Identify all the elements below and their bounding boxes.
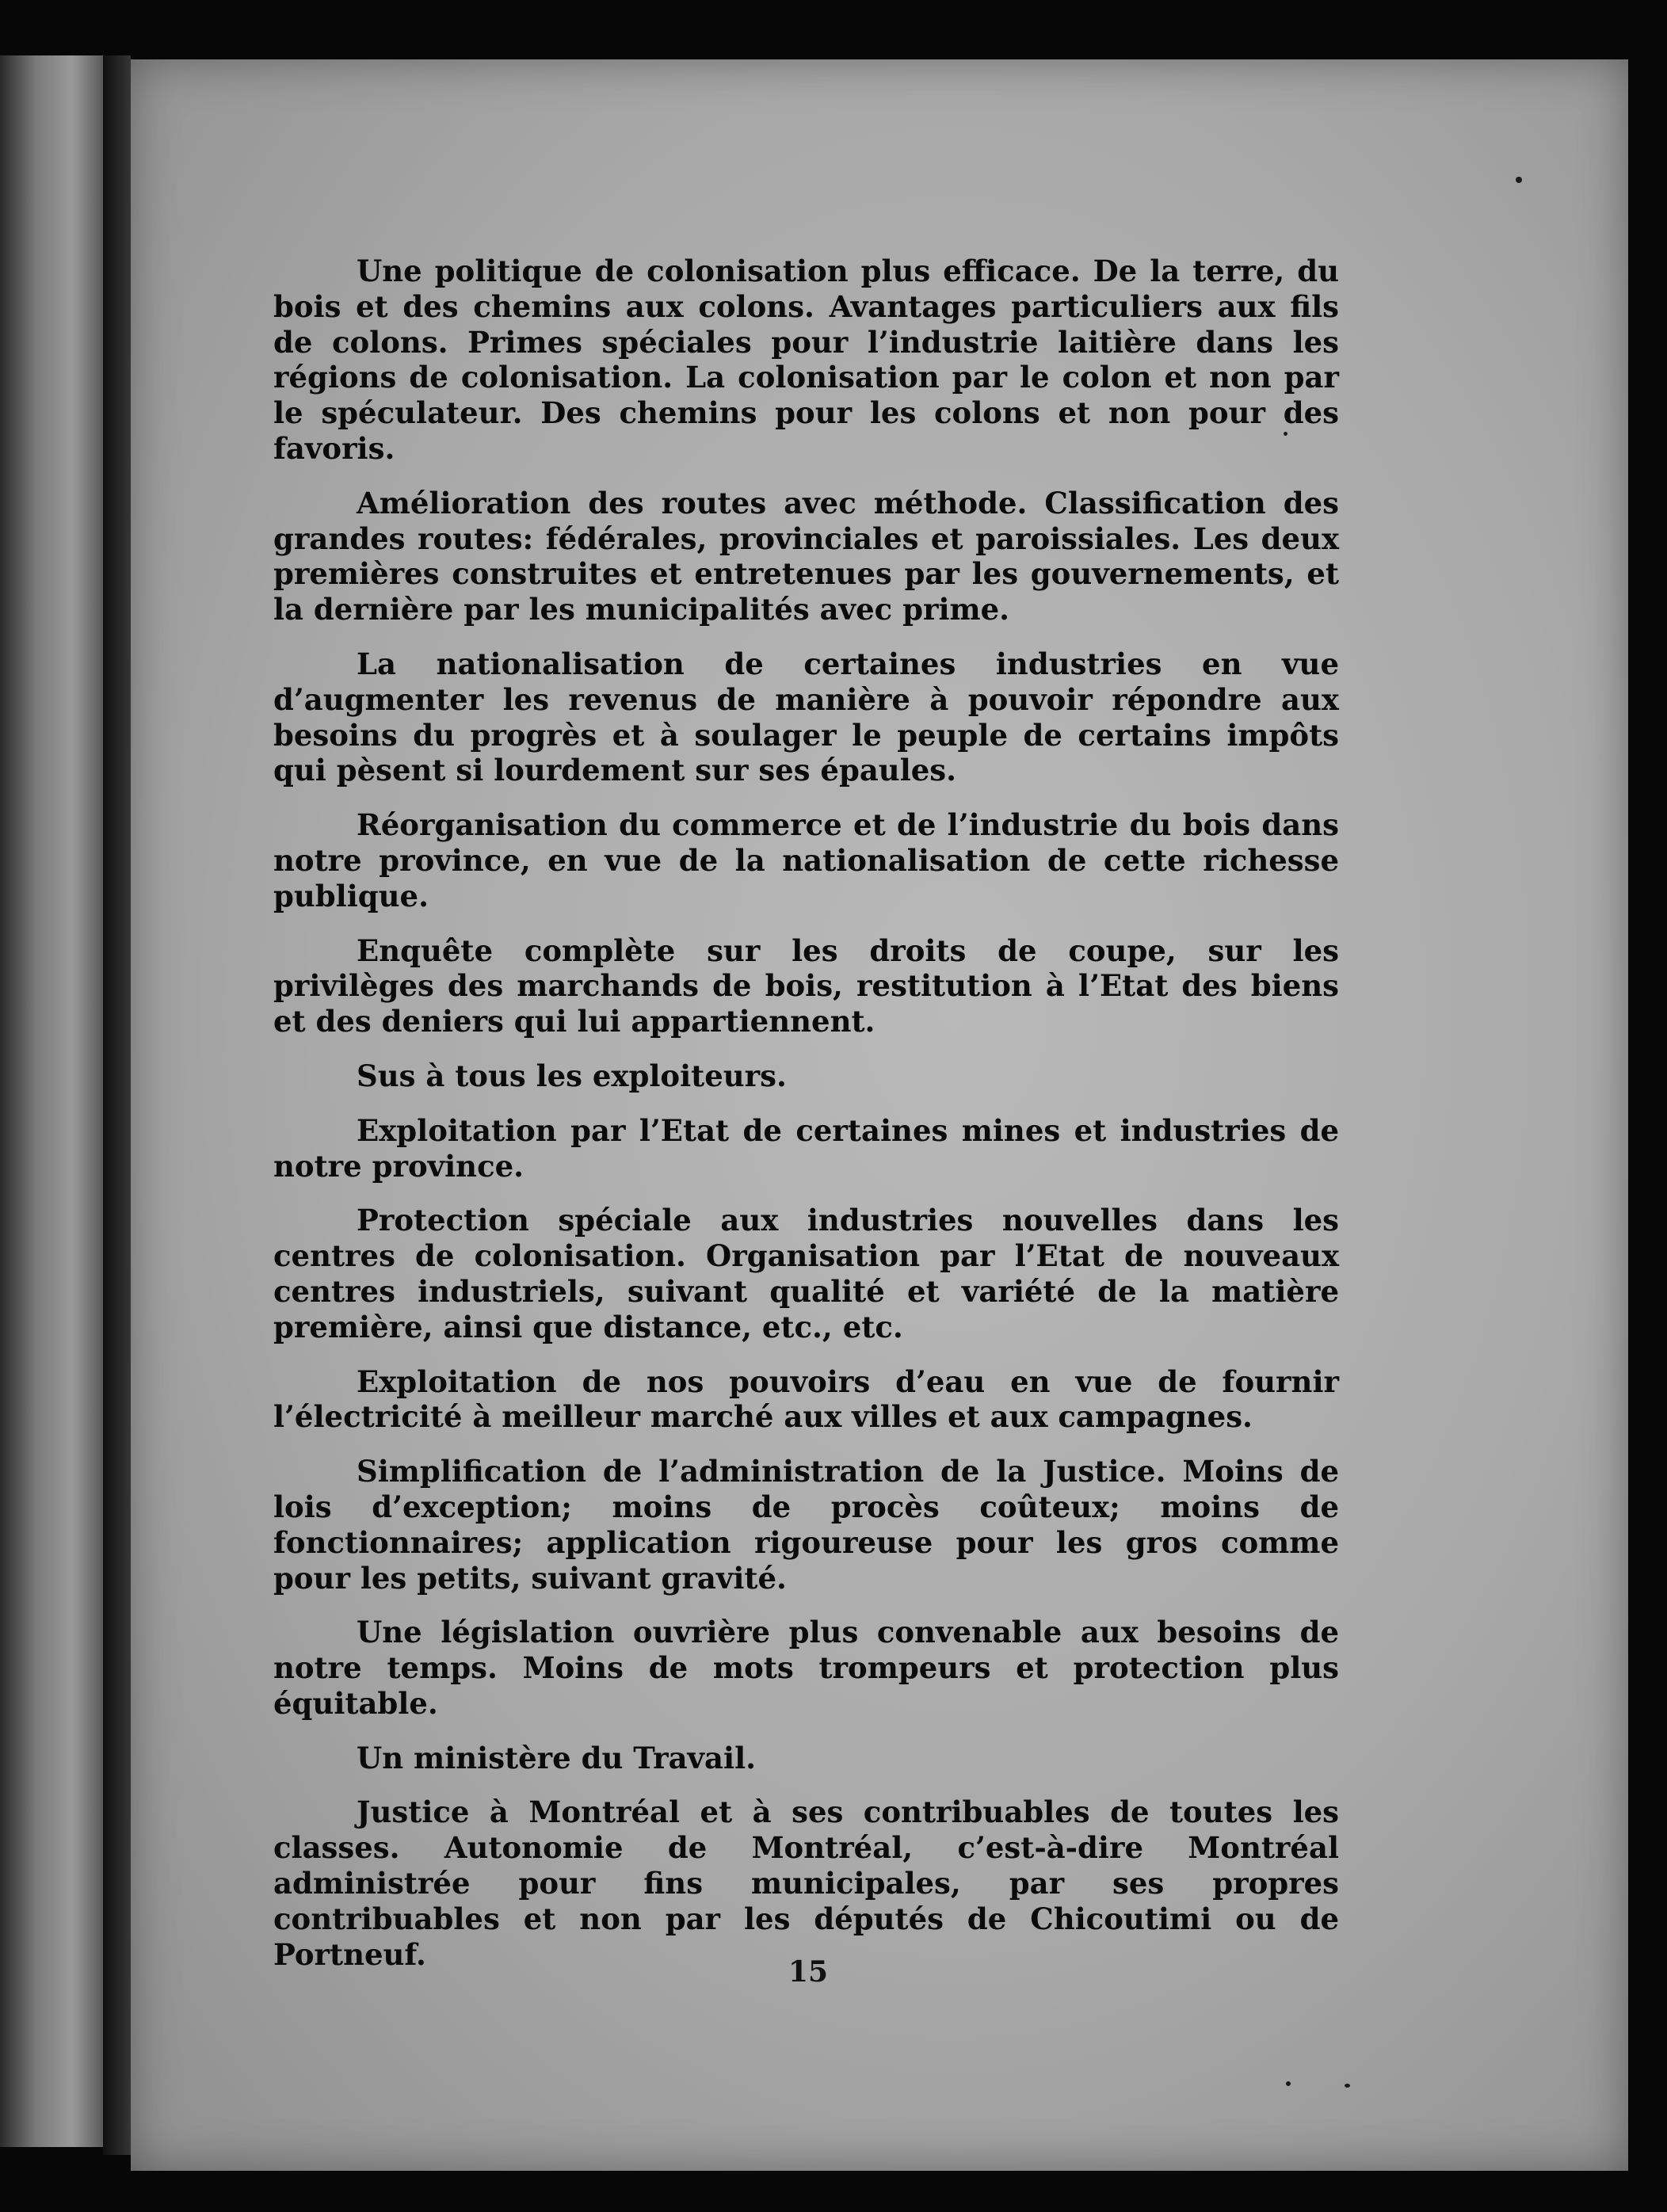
paragraph: Enquête complète sur les droits de coupe, sur les privilèges des marchands de bois, restitution à l’Etat des biens et des deniers qui lui appartiennent. — [273, 932, 1339, 1039]
left-page-edge — [0, 55, 103, 2147]
gutter-shadow — [103, 55, 131, 2155]
paragraph: Un ministère du Travail. — [357, 1740, 757, 1775]
paragraph: Réorganisation du commerce et de l’industrie du bois dans notre province, en vue de la nationalisation de cette richesse publique. — [273, 807, 1339, 913]
paragraph: Une politique de colonisation plus efficace. De la terre, du bois et des chemins aux colons. Avantages particuliers aux fils de colons. Primes spéciales pour l’industrie laitière dans les régions de colonisation. La colonisation par le colon et non par le spéculateur. Des chemins pour les colons et non pour des favoris. — [273, 254, 1339, 466]
scan-speck — [1516, 177, 1522, 183]
scan-speck — [1286, 2081, 1291, 2086]
paragraph: Exploitation par l’Etat de certaines mines et industries de notre province. — [273, 1112, 1339, 1184]
paragraph: La nationalisation de certaines industries en vue d’augmenter les revenus de manière à pouvoir répondre aux besoins du progrès et à soulager le peuple de certains impôts qui pèsent si lourdement sur ses épaules. — [273, 646, 1339, 788]
paragraph: Sus à tous les exploiteurs. — [357, 1058, 787, 1093]
body-text — [273, 254, 1339, 1991]
paragraph: Amélioration des routes avec méthode. Classification des grandes routes: fédérales, provinciales et paroissiales. Les deux premières construites et entretenues par les gouvernements, et la dernière par les municipalités avec prime. — [273, 485, 1339, 627]
paragraph: Exploitation de nos pouvoirs d’eau en vue de fournir l’électricité à meilleur marché aux villes et aux campagnes. — [273, 1363, 1339, 1435]
paragraph: Une législation ouvrière plus convenable aux besoins de notre temps. Moins de mots trompeurs et protection plus équitable. — [273, 1615, 1339, 1721]
paragraph: Simplification de l’administration de la Justice. Moins de lois d’exception; moins de procès coûteux; moins de fonctionnaires; application rigoureuse pour les gros comme pour les petits, suivant gravité. — [273, 1454, 1339, 1596]
paragraph: Justice à Montréal et à ses contribuables de toutes les classes. Autonomie de Montréal, c’est-à-dire Montréal administrée pour fins municipales, par ses propres contribuables et non par les députés de Chicoutimi ou de Portneuf. — [273, 1794, 1339, 1972]
page-number: 15 — [788, 1955, 829, 1989]
scan-speck — [1345, 2084, 1350, 2088]
paragraph: Protection spéciale aux industries nouvelles dans les centres de colonisation. Organisation par l’Etat de nouveaux centres industriels, suivant qualité et variété de la matière première, ainsi que distance, etc., etc. — [273, 1203, 1339, 1344]
